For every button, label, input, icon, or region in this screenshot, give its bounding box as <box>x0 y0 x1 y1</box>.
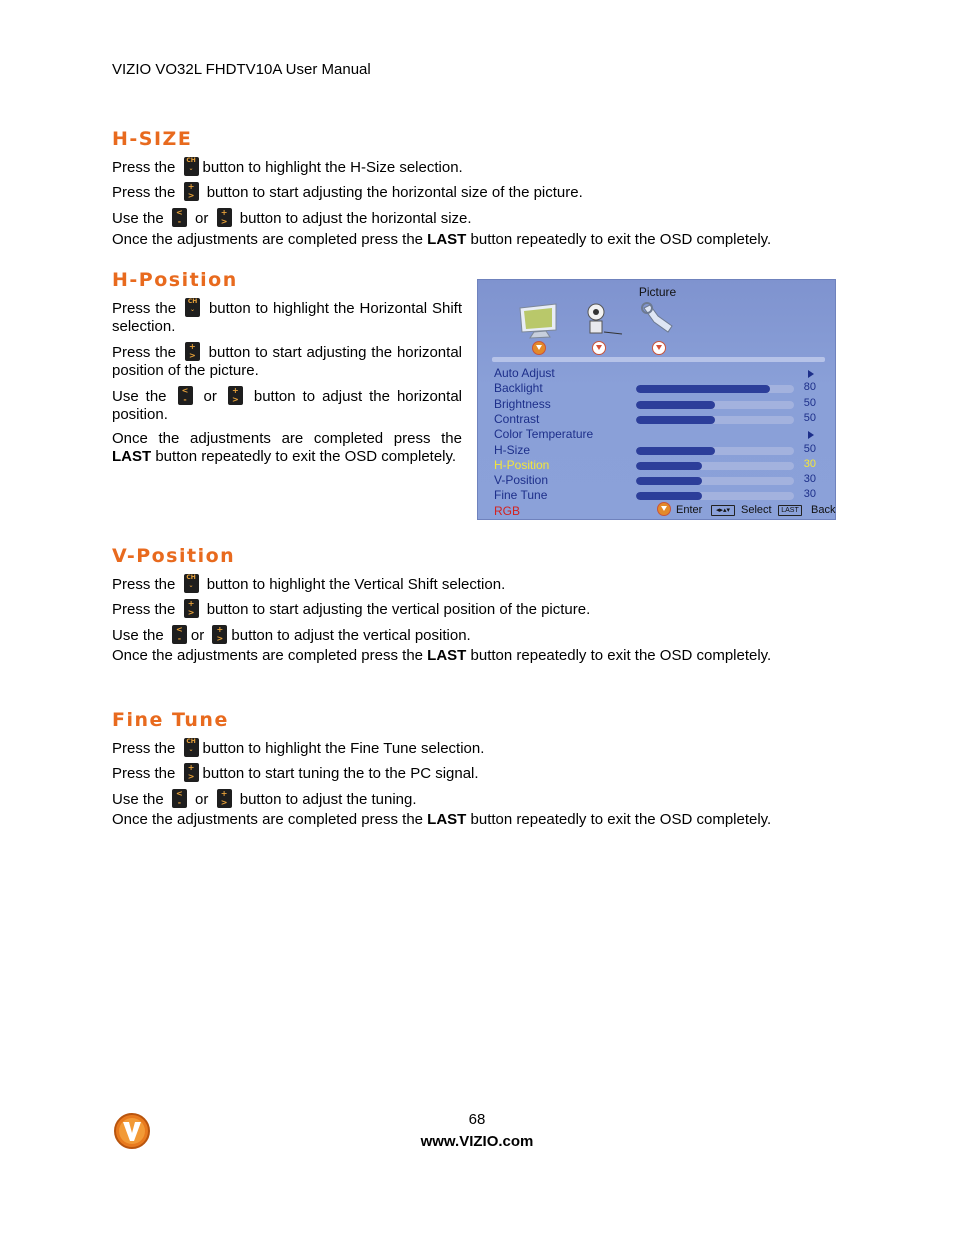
osd-menu-value: 50 <box>803 396 816 409</box>
section-title-hsize: H-SIZE <box>112 128 193 150</box>
osd-menu-label: Backlight <box>494 381 543 396</box>
osd-slider-fill <box>636 492 702 500</box>
osd-slider-fill <box>636 447 715 455</box>
ch-down-button-icon: CH ⌄ <box>184 157 199 176</box>
osd-menu-label: Auto Adjust <box>494 366 555 380</box>
audio-speaker-icon <box>580 302 626 340</box>
osd-slider-bar <box>636 401 794 409</box>
osd-tab-setup <box>652 341 666 355</box>
finetune-step-2: Press the + > button to start tuning the to the PC signal. <box>112 763 479 782</box>
hposition-steps <box>112 298 462 472</box>
hsize-step-2: Press the + > button to start adjusting the horizontal size of the picture. <box>112 182 583 201</box>
osd-picture-menu <box>477 279 836 520</box>
osd-menu-item <box>494 443 824 458</box>
last-key-icon: LAST <box>778 505 802 516</box>
hsize-step-3: Use the < - or + > button to adjust the horizontal size. <box>112 208 472 227</box>
osd-slider-fill <box>636 477 702 485</box>
section-title-finetune: Fine Tune <box>112 709 229 731</box>
osd-title: Picture <box>638 285 677 299</box>
osd-menu-label: Brightness <box>494 396 551 411</box>
osd-menu-label: H-Size <box>494 442 531 457</box>
osd-menu-value: 30 <box>803 457 816 470</box>
osd-slider-bar <box>636 462 794 470</box>
hsize-step-1: Press the CH ⌄ button to highlight the H-Size selection. <box>112 157 463 176</box>
osd-menu-item <box>494 381 824 396</box>
osd-slider-fill <box>636 385 770 393</box>
osd-menu-label: V-Position <box>494 473 549 488</box>
section-title-hposition: H-Position <box>112 269 238 291</box>
osd-slider-fill <box>636 462 702 470</box>
vol-right-button-icon: + > <box>228 386 243 405</box>
osd-slider-fill <box>636 416 715 424</box>
arrows-key-icon: ◂▸▴▾ <box>711 505 735 516</box>
vol-right-button-icon: + > <box>217 208 232 227</box>
osd-menu-value: 30 <box>803 488 816 501</box>
enter-key-icon <box>657 502 671 516</box>
section-title-vposition: V-Position <box>112 545 236 567</box>
osd-enter-label: Enter <box>676 504 703 516</box>
picture-monitor-icon <box>516 302 562 340</box>
osd-menu-value: 80 <box>803 381 816 394</box>
page-number: 68 <box>468 1111 486 1128</box>
vol-left-button-icon: < - <box>172 789 187 808</box>
osd-divider <box>492 357 825 362</box>
osd-menu-item <box>494 366 824 381</box>
setup-wrench-icon <box>638 302 678 340</box>
osd-slider-fill <box>636 401 715 409</box>
ch-down-button-icon: CH ⌄ <box>185 298 200 317</box>
osd-menu-item <box>494 473 824 488</box>
osd-tab-picture <box>532 341 546 355</box>
osd-menu-label: Fine Tune <box>494 488 548 503</box>
hposition-step-2: Press the + > button to start adjusting the horizontal position of the picture. <box>112 342 462 379</box>
vposition-step-2: Press the + > button to start adjusting the vertical position of the picture. <box>112 599 591 618</box>
ch-down-button-icon: CH ⌄ <box>184 574 199 593</box>
osd-menu-item <box>494 427 824 442</box>
hsize-step-4: Once the adjustments are completed press the LAST button repeatedly to exit the OSD completely. <box>112 231 772 248</box>
osd-tab-audio <box>592 341 606 355</box>
osd-select-label: Select <box>741 504 772 516</box>
vol-right-button-icon: + > <box>184 182 199 201</box>
vol-left-button-icon: < - <box>172 625 187 644</box>
hposition-step-1: Press the CH ⌄ button to highlight the Horizontal Shift selection. <box>112 298 462 335</box>
vposition-step-4: Once the adjustments are completed press the LAST button repeatedly to exit the OSD completely. <box>112 647 772 664</box>
finetune-step-4: Once the adjustments are completed press the LAST button repeatedly to exit the OSD completely. <box>112 811 772 828</box>
osd-slider-bar <box>636 416 794 424</box>
osd-slider-bar <box>636 477 794 485</box>
submenu-arrow-icon <box>808 431 814 439</box>
vol-left-button-icon: < - <box>178 386 193 405</box>
osd-source: RGB <box>494 504 521 518</box>
vol-right-button-icon: + > <box>212 625 227 644</box>
finetune-step-1: Press the CH ⌄ button to highlight the Fine Tune selection. <box>112 738 485 757</box>
osd-menu-value: 50 <box>803 442 816 455</box>
submenu-arrow-icon <box>808 370 814 378</box>
vol-right-button-icon: + > <box>184 599 199 618</box>
document-header: VIZIO VO32L FHDTV10A User Manual <box>112 61 371 78</box>
vol-right-button-icon: + > <box>217 789 232 808</box>
osd-menu-label: H-Position <box>494 457 550 472</box>
ch-down-button-icon: CH ⌄ <box>184 738 199 757</box>
osd-menu-label: Color Temperature <box>494 427 594 442</box>
osd-menu-value: 30 <box>803 473 816 486</box>
vposition-step-3: Use the < - or + > button to adjust the vertical position. <box>112 625 471 644</box>
osd-menu-item <box>494 397 824 412</box>
vol-right-button-icon: + > <box>184 763 199 782</box>
osd-menu-item <box>494 458 824 473</box>
osd-slider-bar <box>636 492 794 500</box>
footer-url: www.VIZIO.com <box>420 1133 534 1150</box>
vposition-step-1: Press the CH ⌄ button to highlight the Vertical Shift selection. <box>112 574 506 593</box>
osd-menu-label: Contrast <box>494 411 540 426</box>
osd-menu-item <box>494 488 824 503</box>
hposition-step-3: Use the < - or + > button to adjust the horizontal position. <box>112 386 462 423</box>
vol-right-button-icon: + > <box>185 342 200 361</box>
vol-left-button-icon: < - <box>172 208 187 227</box>
osd-slider-bar <box>636 447 794 455</box>
osd-back-label: Back <box>811 504 836 516</box>
osd-menu-item <box>494 412 824 427</box>
osd-slider-bar <box>636 385 794 393</box>
hposition-step-4: Once the adjustments are completed press the LAST button repeatedly to exit the OSD completely. <box>112 430 462 465</box>
finetune-step-3: Use the < - or + > button to adjust the tuning. <box>112 789 417 808</box>
osd-menu-value: 50 <box>803 411 816 424</box>
